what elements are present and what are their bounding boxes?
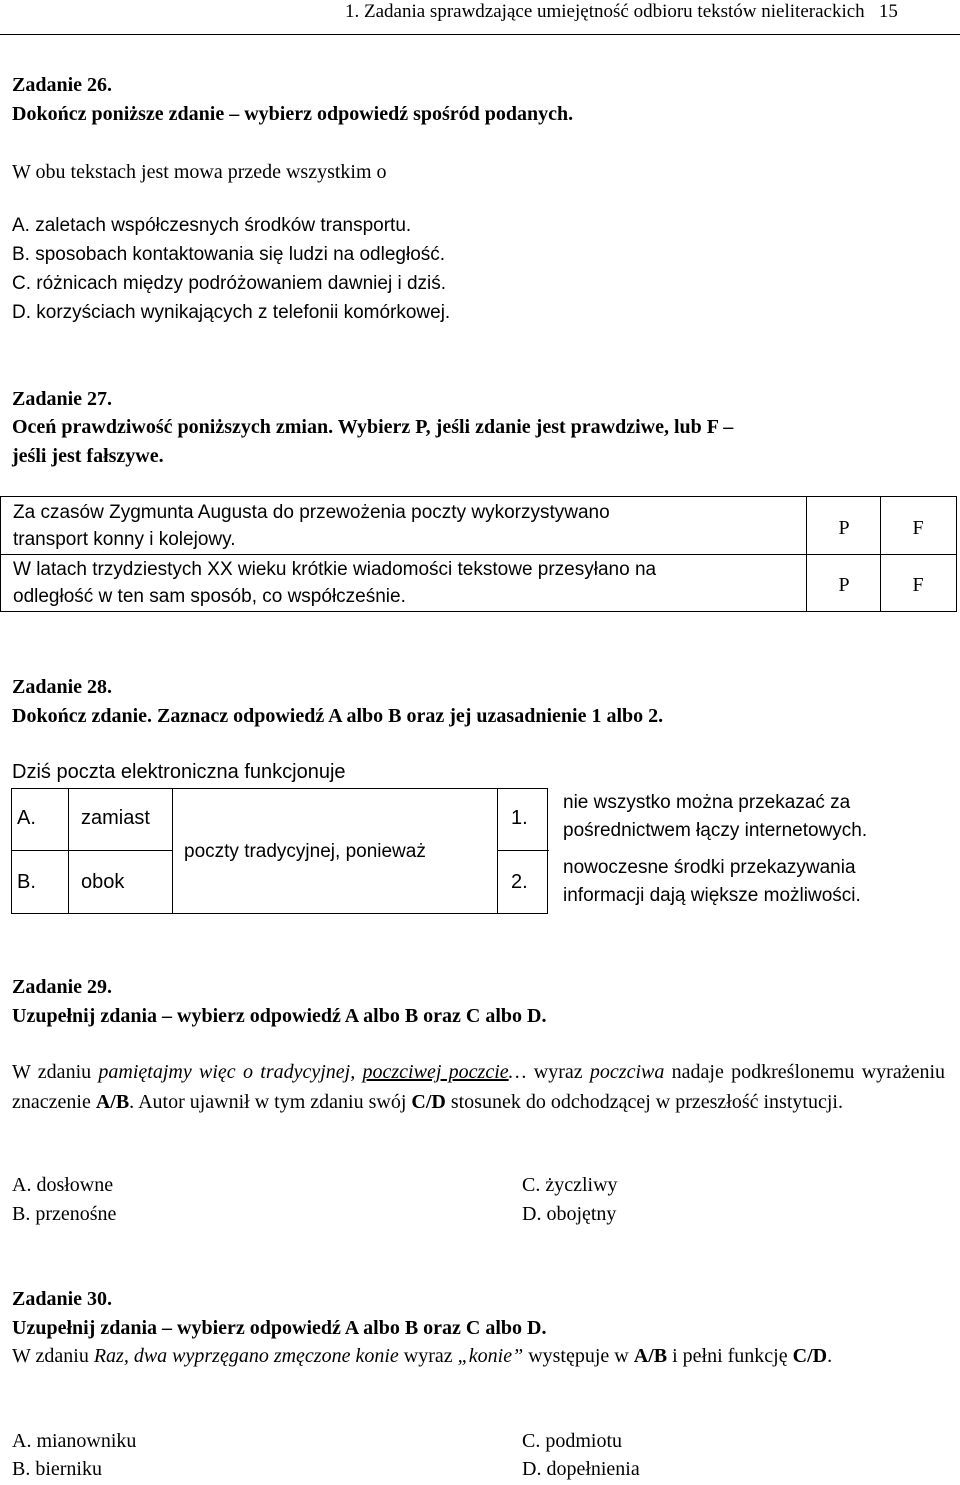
z30-choice-ab[interactable]: A/B [633, 1345, 668, 1367]
z28-stem: Dziś poczta elektroniczna funkcjonuje [12, 761, 346, 783]
z29-paragraph [12, 1057, 945, 1117]
z27-row-2 [13, 556, 656, 610]
z27-row-1-f[interactable]: F [912, 517, 924, 539]
page-number: 15 [878, 1, 898, 22]
z26-option-a[interactable]: A. zaletach współczesnych środków transportu. [12, 215, 412, 236]
header-rule [0, 34, 960, 35]
z30-title: Zadanie 30. [12, 1288, 113, 1310]
table-divider [497, 789, 498, 913]
z29-title: Zadanie 29. [12, 976, 113, 998]
table-divider [1, 554, 956, 555]
z30-text-part: . [827, 1345, 833, 1367]
z30-text-part: i pełni funkcję [667, 1345, 793, 1367]
z27-row-2-p[interactable]: P [838, 574, 850, 596]
z28-number-2[interactable]: 2. [511, 871, 528, 893]
z30-text-part: wyraz [398, 1345, 458, 1367]
z28-instruction: Dokończ zdanie. Zaznacz odpowiedź A albo B oraz jej uzasadnienie 1 albo 2. [12, 705, 664, 727]
running-header [345, 0, 898, 24]
table-divider [68, 789, 69, 913]
z29-quote-underlined: poczciwej poczcie [362, 1061, 509, 1083]
z29-choice-ab[interactable]: A/B [95, 1091, 130, 1113]
z29-text-part: . Autor ujawnił w tym zdaniu swój [129, 1091, 412, 1113]
z30-quote: Raz, dwa wyprzęgano zmęczone konie [93, 1345, 399, 1367]
z30-option-d[interactable]: D. dopełnienia [522, 1458, 640, 1480]
z28-middle: poczty tradycyjnej, ponieważ [184, 841, 426, 862]
z27-row-1-p[interactable]: P [838, 517, 850, 539]
z27-title: Zadanie 27. [12, 388, 113, 410]
z28-reason-1-line-1: nie wszystko można przekazać za [563, 792, 851, 813]
z29-option-d[interactable]: D. obojętny [522, 1203, 617, 1225]
z27-instruction-1: Oceń prawdziwość poniższych zmian. Wybierz P, jeśli zdanie jest prawdziwe, lub F – [12, 416, 734, 438]
z29-text-part: W zdaniu [12, 1061, 99, 1083]
z28-b-text[interactable]: obok [81, 871, 125, 893]
z28-reason-1[interactable] [563, 789, 867, 845]
z28-reason-2-line-1: nowoczesne środki przekazywania [563, 857, 856, 878]
z30-text-part: występuje w [523, 1345, 634, 1367]
z26-instruction: Dokończ poniższe zdanie – wybierz odpowiedź spośród podanych. [12, 103, 574, 125]
z28-number-1[interactable]: 1. [511, 807, 528, 829]
z29-option-a[interactable]: A. dosłowne [12, 1174, 114, 1196]
z30-choice-cd[interactable]: C/D [792, 1345, 828, 1367]
z28-reason-2[interactable] [563, 854, 861, 910]
z30-option-a[interactable]: A. mianowniku [12, 1430, 137, 1452]
z30-text-part: W zdaniu [12, 1345, 94, 1367]
z30-option-c[interactable]: C. podmiotu [522, 1430, 623, 1452]
z26-option-b[interactable]: B. sposobach kontaktowania się ludzi na odległość. [12, 244, 446, 265]
z30-paragraph [12, 1341, 945, 1371]
z29-text-part: wyraz [526, 1061, 590, 1083]
z27-instruction-2: jeśli jest fałszywe. [12, 445, 164, 467]
z30-word: „konie” [457, 1345, 524, 1367]
z29-text-part: nadaje podkreślonemu wyrażeniu znaczenie [12, 1061, 946, 1113]
z28-title: Zadanie 28. [12, 676, 113, 698]
z28-b-letter[interactable]: B. [17, 871, 36, 893]
table-divider [172, 789, 173, 913]
z28-reason-2-line-2: informacji dają większe możliwości. [563, 885, 861, 906]
z27-row-1-line-2: transport konny i kolejowy. [13, 529, 236, 550]
z26-option-d[interactable]: D. korzyściach wynikających z telefonii komórkowej. [12, 302, 451, 323]
z30-instruction: Uzupełnij zdania – wybierz odpowiedź A albo B oraz C albo D. [12, 1317, 547, 1339]
z27-row-2-line-1: W latach trzydziestych XX wieku krótkie wiadomości tekstowe przesyłano na [13, 559, 657, 580]
z27-row-1-line-1: Za czasów Zygmunta Augusta do przewożenia poczty wykorzystywano [13, 502, 610, 523]
z27-row-1 [13, 499, 610, 553]
z29-quote-plain: pamiętajmy więc o tradycyjnej, [98, 1061, 363, 1083]
z27-table [0, 496, 957, 612]
z29-option-b[interactable]: B. przenośne [12, 1203, 117, 1225]
z26-title: Zadanie 26. [12, 74, 113, 96]
z29-instruction: Uzupełnij zdania – wybierz odpowiedź A albo B oraz C albo D. [12, 1005, 547, 1027]
z29-quote-ellipsis: … [508, 1061, 527, 1083]
z28-a-text[interactable]: zamiast [81, 807, 150, 829]
z29-word: poczciwa [589, 1061, 665, 1083]
table-divider [497, 850, 549, 851]
z29-option-c[interactable]: C. życzliwy [522, 1174, 618, 1196]
z26-option-c[interactable]: C. różnicach między podróżowaniem dawniej i dziś. [12, 273, 447, 294]
z29-text-part: stosunek do odchodzącej w przeszłość instytucji. [445, 1091, 843, 1113]
z28-reason-1-line-2: pośrednictwem łączy internetowych. [563, 820, 868, 841]
z29-quote [98, 1061, 526, 1083]
z26-stem: W obu tekstach jest mowa przede wszystkim o [12, 161, 387, 183]
z28-a-letter[interactable]: A. [17, 807, 36, 829]
z27-row-2-line-2: odległość w ten sam sposób, co współcześnie. [13, 586, 406, 607]
chapter-title: 1. Zadania sprawdzające umiejętność odbioru tekstów nieliterackich [345, 1, 865, 22]
z29-choice-cd[interactable]: C/D [411, 1091, 446, 1113]
z30-option-b[interactable]: B. bierniku [12, 1458, 102, 1480]
table-divider [12, 850, 172, 851]
z27-row-2-f[interactable]: F [912, 574, 924, 596]
